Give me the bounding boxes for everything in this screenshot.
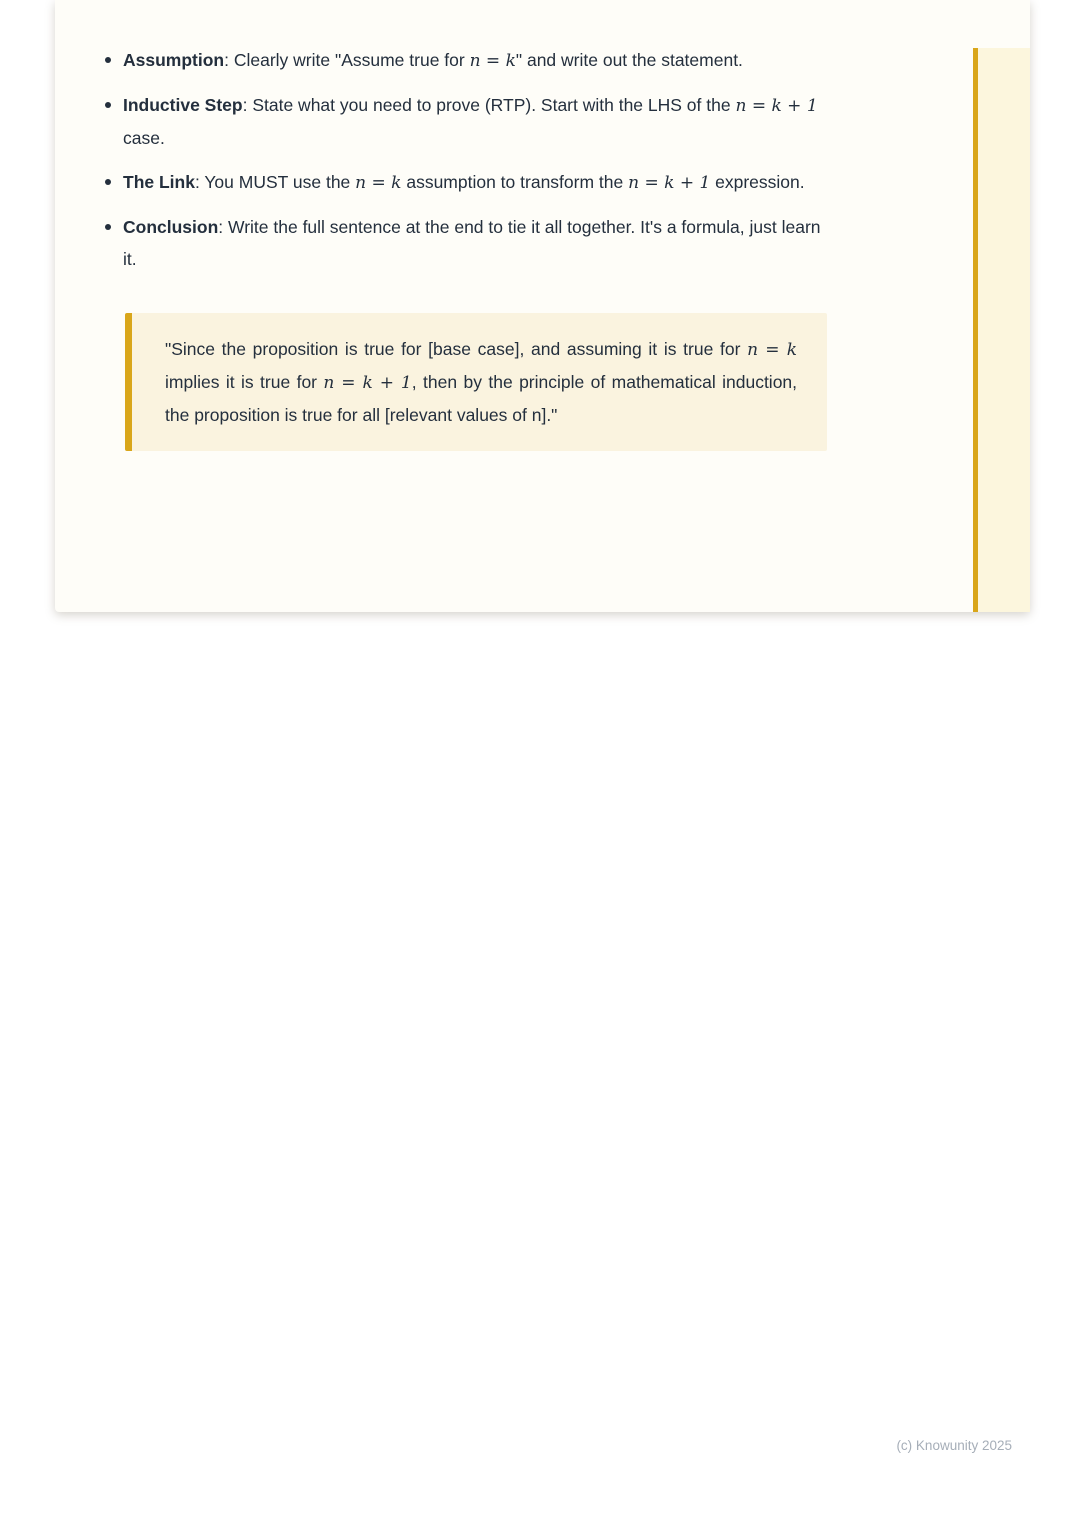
copyright-footer: (c) Knowunity 2025 [896, 1438, 1012, 1453]
card-content [55, 0, 1030, 451]
notes-card [55, 0, 1030, 612]
bullet-label: Conclusion [123, 217, 219, 237]
bullet-label: The Link [123, 172, 195, 192]
list-item [105, 211, 825, 275]
quote-text: "Since the proposition is true for [base case], and assuming it is true for n = k implies it is true for n = k + 1, then by the principle of mathematical induction, the proposition is true for all [relevant values of n]." [165, 339, 798, 425]
bullet-text: : State what you need to prove (RTP). Start with the LHS of the n = k + 1 case. [123, 95, 818, 148]
bullet-text: : You MUST use the n = k assumption to transform the n = k + 1 expression. [194, 172, 805, 193]
bullet-label: Assumption [123, 50, 225, 70]
list-item [105, 166, 825, 199]
conclusion-quote [125, 313, 827, 451]
bullet-text: : Clearly write "Assume true for n = k" and write out the statement. [224, 50, 743, 71]
list-item [105, 44, 825, 77]
bullet-text: : Write the full sentence at the end to tie it all together. It's a formula, just learn it. [123, 217, 821, 269]
bullet-label: Inductive Step [123, 95, 243, 115]
bullet-list [105, 44, 825, 275]
list-item [105, 89, 825, 154]
